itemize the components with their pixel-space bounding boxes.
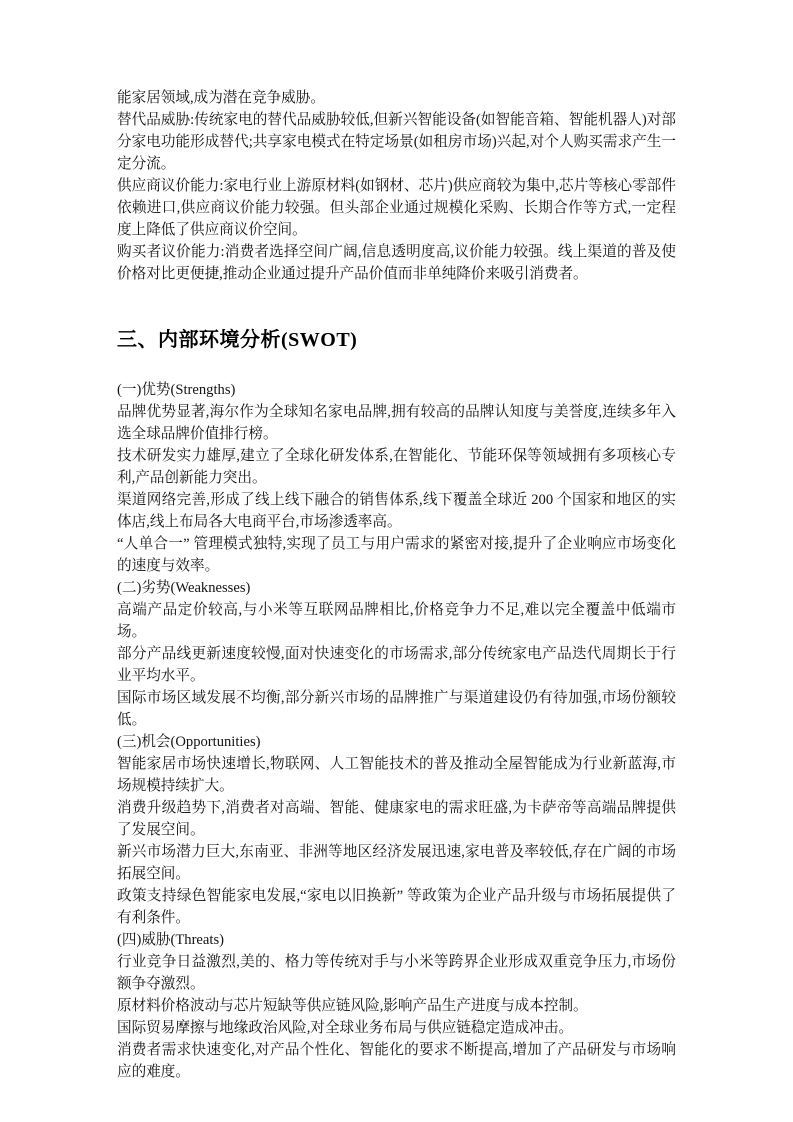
paragraph: 国际市场区域发展不均衡,部分新兴市场的品牌推广与渠道建设仍有待加强,市场份额较低。 <box>117 690 676 728</box>
paragraph: 原材料价格波动与芯片短缺等供应链风险,影响产品生产进度与成本控制。 <box>117 998 588 1014</box>
paragraph: 国际贸易摩擦与地缘政治风险,对全球业务布局与供应链稳定造成冲击。 <box>117 1020 574 1036</box>
paragraph: “人单合一” 管理模式独特,实现了员工与用户需求的紧密对接,提升了企业响应市场变化的速度与效率。 <box>117 536 676 574</box>
paragraph: 消费升级趋势下,消费者对高端、智能、健康家电的需求旺盛,为卡萨帝等高端品牌提供了发展空间。 <box>117 800 676 838</box>
paragraph: 高端产品定价较高,与小米等互联网品牌相比,价格竞争力不足,难以完全覆盖中低端市场。 <box>117 602 676 640</box>
paragraph-supplier-bargaining-power: 供应商议价能力:家电行业上游原材料(如钢材、芯片)供应商较为集中,芯片等核心零部件依赖进口,供应商议价能力较强。但头部企业通过规模化采购、长期合作等方式,一定程度上降低了供应商议价空间。 <box>117 178 676 238</box>
subsection-title-strengths: (一)优势(Strengths) <box>117 382 236 398</box>
heading-internal-environment-swot: 三、内部环境分析(SWOT) <box>117 329 358 351</box>
paragraph: 渠道网络完善,形成了线上线下融合的销售体系,线下覆盖全球近 200 个国家和地区的实体店,线上布局各大电商平台,市场渗透率高。 <box>117 492 676 530</box>
paragraph-buyer-bargaining-power: 购买者议价能力:消费者选择空间广阔,信息透明度高,议价能力较强。线上渠道的普及使价格对比更便捷,推动企业通过提升产品价值而非单纯降价来吸引消费者。 <box>117 244 676 282</box>
paragraph-substitute-threat: 替代品威胁:传统家电的替代品威胁较低,但新兴智能设备(如智能音箱、智能机器人)对部分家电功能形成替代;共享家电模式在特定场景(如租房市场)兴起,对个人购买需求产生一定分流。 <box>117 112 676 172</box>
paragraph: 政策支持绿色智能家电发展,“家电以旧换新” 等政策为企业产品升级与市场拓展提供了有利条件。 <box>117 888 676 926</box>
paragraph: 部分产品线更新速度较慢,面对快速变化的市场需求,部分传统家电产品迭代周期长于行业平均水平。 <box>117 646 676 684</box>
paragraph: 新兴市场潜力巨大,东南亚、非洲等地区经济发展迅速,家电普及率较低,存在广阔的市场拓展空间。 <box>117 844 676 882</box>
subsection-title-opportunities: (三)机会(Opportunities) <box>117 734 261 750</box>
paragraph: 品牌优势显著,海尔作为全球知名家电品牌,拥有较高的品牌认知度与美誉度,连续多年入选全球品牌价值排行榜。 <box>117 404 676 442</box>
paragraph-competitive-threat-cont: 能家居领域,成为潜在竞争威胁。 <box>117 90 325 106</box>
paragraph: 行业竞争日益激烈,美的、格力等传统对手与小米等跨界企业形成双重竞争压力,市场份额争夺激烈。 <box>117 954 676 992</box>
paragraph: 消费者需求快速变化,对产品个性化、智能化的要求不断提高,增加了产品研发与市场响应的难度。 <box>117 1042 676 1080</box>
paragraph: 智能家居市场快速增长,物联网、人工智能技术的普及推动全屋智能成为行业新蓝海,市场规模持续扩大。 <box>117 756 676 794</box>
paragraph: 技术研发实力雄厚,建立了全球化研发体系,在智能化、节能环保等领域拥有多项核心专利,产品创新能力突出。 <box>117 448 676 486</box>
subsection-title-threats: (四)威胁(Threats) <box>117 932 224 948</box>
subsection-title-weaknesses: (二)劣势(Weaknesses) <box>117 580 251 596</box>
